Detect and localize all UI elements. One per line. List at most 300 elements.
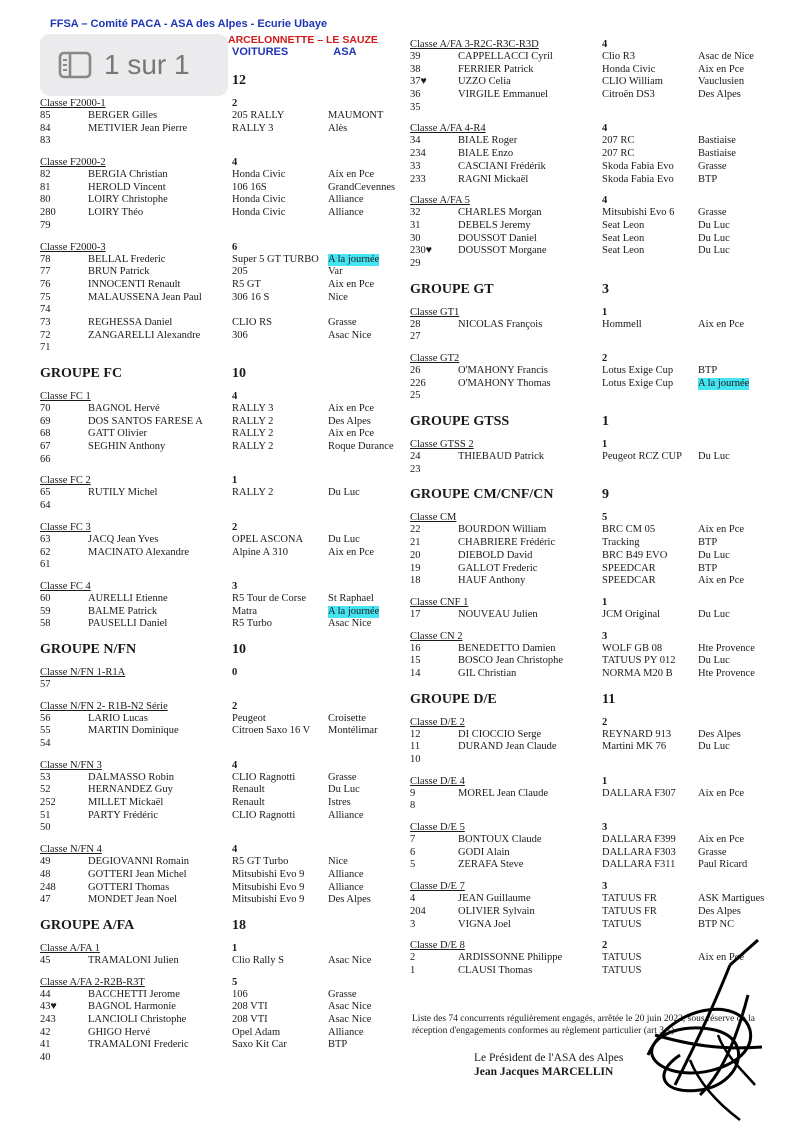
entry-number: 43♥ (40, 1001, 57, 1013)
groupe-name: GROUPE N/FN (40, 641, 137, 657)
entry-number: 49 (40, 856, 51, 868)
classe-count: 1 (602, 306, 608, 318)
entry-row (410, 919, 780, 932)
entry-number: 73 (40, 316, 51, 328)
entry-row (410, 643, 780, 656)
entry-row (40, 207, 400, 220)
entry-number: 36 (410, 89, 421, 101)
entry-number: 34 (410, 135, 421, 147)
entry-asa: St Raphael (328, 592, 374, 604)
entry-row (410, 258, 780, 271)
entry-driver: CASCIANI Frédérik (458, 160, 546, 172)
entry-asa: BTP (698, 365, 718, 376)
entry-row (40, 220, 400, 233)
entry-row (410, 233, 780, 246)
classe-heading (410, 821, 780, 834)
entry-number: 45 (40, 954, 51, 966)
entry-asa: Des Alpes (328, 415, 371, 427)
entry-row (40, 1052, 400, 1065)
entry-row (40, 856, 400, 869)
entry-row (40, 725, 400, 738)
entry-asa: Grasse (698, 160, 727, 172)
entry-number: 39 (410, 51, 421, 62)
entry-car: JCM Original (602, 608, 661, 620)
entry-driver: LOIRY Christophe (88, 194, 168, 206)
entry-asa: Asac Nice (328, 954, 372, 966)
entry-row (40, 679, 400, 692)
entry-car: Opel Adam (232, 1026, 281, 1038)
entry-driver: NOUVEAU Julien (458, 608, 538, 620)
entry-number: 68 (40, 428, 51, 440)
classe-name: Classe FC 1 (40, 391, 91, 402)
entry-number: 35 (410, 101, 421, 113)
entry-number: 252 (40, 797, 56, 809)
entry-asa: Des Alpes (698, 905, 741, 917)
entry-asa: Du Luc (698, 549, 730, 561)
entry-asa: Du Luc (698, 451, 730, 463)
entry-car: OPEL ASCONA (232, 533, 304, 545)
entry-row (40, 1027, 400, 1040)
entry-number: 50 (40, 822, 51, 834)
entry-asa: Aix en Pce (698, 787, 745, 799)
classe-count: 2 (232, 700, 238, 712)
entry-car: 306 16 S (232, 291, 270, 303)
entry-driver: OLIVIER Sylvain (458, 905, 535, 917)
entry-row (40, 784, 400, 797)
entry-driver: CHABRIERE Frédéric (458, 537, 556, 549)
entry-row (410, 220, 780, 233)
entry-row (410, 893, 780, 906)
entry-driver: GIL Christian (458, 667, 517, 679)
entry-row (40, 989, 400, 1002)
entry-driver: O'MAHONY Thomas (458, 377, 551, 389)
entry-row (40, 738, 400, 751)
entry-row (40, 416, 400, 429)
entry-asa: Alliance (328, 207, 364, 219)
entry-driver: BERGIA Christian (88, 169, 168, 181)
entry-asa: Hte Provence (698, 642, 755, 654)
entry-number: 40 (40, 1052, 51, 1063)
entry-car: 207 RC (602, 148, 635, 160)
entry-car: Saxo Kit Car (232, 1039, 287, 1051)
entry-car: WOLF GB 08 (602, 642, 663, 654)
entry-number: 51 (40, 809, 51, 821)
entry-asa: A la journée (698, 377, 750, 389)
entry-asa: Nice (328, 291, 348, 303)
entry-driver: DALMASSO Robin (88, 771, 175, 783)
entry-car: Mitsubishi Evo 9 (232, 868, 305, 880)
entry-number: 64 (40, 500, 51, 512)
entry-number: 6 (410, 846, 416, 858)
entry-car: R5 Tour de Corse (232, 592, 307, 604)
signature-title: Le Président de l'ASA des Alpes (474, 1052, 624, 1064)
entry-driver: GHIGO Hervé (88, 1026, 151, 1038)
entry-number: 61 (40, 559, 51, 571)
entry-number: 29 (410, 257, 421, 269)
entry-asa: Bastiaise (698, 148, 736, 160)
classe-heading (410, 38, 780, 51)
entry-asa: Asac de Nice (698, 51, 754, 62)
entry-asa: ASK Martigues (698, 893, 765, 905)
entry-row (40, 454, 400, 467)
entry-number: 15 (410, 655, 421, 667)
entry-asa: Roque Durance (328, 441, 394, 453)
left-column (40, 72, 400, 1065)
entry-asa: Asac Nice (328, 1013, 372, 1025)
entry-car: NORMA M20 B (602, 667, 673, 679)
entry-row (40, 559, 400, 572)
classe-count: 4 (602, 123, 608, 135)
entry-driver: MILLET Mickaël (88, 797, 164, 809)
classe-count: 0 (232, 666, 238, 678)
entry-driver: BALME Patrick (88, 605, 158, 617)
classe-heading (40, 390, 400, 403)
entry-row (40, 330, 400, 343)
entry-row (40, 487, 400, 500)
entry-row (40, 428, 400, 441)
entry-number: 280 (40, 207, 56, 219)
classe-name: Classe D/E 2 (410, 716, 465, 728)
entry-row (40, 135, 400, 148)
entry-car: SPEEDCAR (602, 562, 656, 574)
entry-number: 83 (40, 135, 51, 147)
entry-car: RALLY 3 (232, 122, 274, 134)
entry-row (410, 76, 780, 89)
groupe-name: GROUPE CM/CNF/CN (410, 487, 554, 503)
entry-driver: MONDET Jean Noel (88, 894, 178, 906)
entry-driver: REGHESSA Daniel (88, 316, 173, 328)
classe-name: Classe D/E 7 (410, 881, 465, 893)
entry-number: 77 (40, 266, 51, 278)
entry-row (410, 365, 780, 378)
entry-driver: RAGNI Mickaël (458, 173, 529, 185)
entry-row (40, 1001, 400, 1014)
entry-car: Honda Civic (232, 194, 286, 206)
entry-car: R5 Turbo (232, 618, 272, 630)
entry-driver: ZANGARELLI Alexandre (88, 329, 201, 341)
entry-number: 53 (40, 771, 51, 783)
entry-asa: Grasse (698, 846, 727, 858)
classe-heading (40, 156, 400, 169)
classe-count: 6 (232, 241, 238, 253)
entry-number: 8 (410, 800, 416, 812)
entry-asa: GrandCevennes (328, 181, 396, 193)
entry-number: 26 (410, 365, 421, 376)
entry-car: 205 (232, 266, 248, 278)
footer-note: Liste des 74 concurrents régulièrement engagés, arrêtée le 20 juin 2022, sous réserve de la réception d'engagements conformes au règlement particulier (art 3.1) (412, 1014, 755, 1036)
right-column (410, 30, 780, 978)
entry-number: 75 (40, 291, 51, 303)
entry-asa: Du Luc (698, 245, 730, 257)
entry-car: DALLARA F399 (602, 834, 676, 846)
entry-row (410, 319, 780, 332)
entry-row (40, 713, 400, 726)
classe-heading (40, 976, 400, 989)
groupe-count: 10 (232, 641, 246, 657)
entry-asa: Montélimar (328, 725, 378, 737)
entry-number: 70 (40, 403, 51, 414)
classe-heading (40, 580, 400, 593)
classe-count: 1 (602, 596, 608, 608)
entry-driver: LARIO Lucas (88, 712, 148, 724)
entry-asa: Alliance (328, 194, 364, 206)
entry-driver: INNOCENTI Renault (88, 278, 181, 290)
entry-car: Clio Rally S (232, 954, 284, 966)
entry-number: 16 (410, 642, 421, 654)
entry-number: 24 (410, 451, 421, 463)
entry-row (40, 441, 400, 454)
entry-row (410, 331, 780, 344)
entry-car: Peugeot RCZ CUP (602, 451, 682, 463)
classe-heading (40, 700, 400, 713)
entry-driver: GODI Alain (458, 846, 510, 858)
entry-row (410, 451, 780, 464)
classe-name: Classe GT2 (410, 353, 460, 364)
groupe-count: 1 (602, 414, 609, 430)
entry-number: 85 (40, 110, 51, 121)
classe-heading (410, 775, 780, 788)
entry-row (40, 123, 400, 136)
classe-count: 4 (232, 844, 238, 856)
entry-number: 28 (410, 318, 421, 330)
entry-number: 12 (410, 728, 421, 740)
classe-heading (410, 352, 780, 365)
entry-row (410, 102, 780, 115)
entry-driver: DEGIOVANNI Romain (88, 856, 190, 868)
entry-row (40, 169, 400, 182)
classe-count: 4 (232, 391, 238, 402)
entry-row (40, 955, 400, 968)
entry-number: 60 (40, 592, 51, 604)
entry-driver: ZERAFA Steve (458, 859, 524, 871)
entry-asa: A la journée (328, 605, 380, 617)
entry-asa: Grasse (328, 988, 357, 1000)
classe-count: 3 (602, 822, 608, 834)
classe-count: 3 (602, 881, 608, 893)
entry-asa: Aix en Pce (698, 524, 745, 536)
entry-driver: BOURDON William (458, 524, 547, 536)
col-asa: ASA (333, 46, 357, 58)
entry-driver: CAPPELLACCI Cyril (458, 51, 553, 62)
entry-car: Tracking (602, 537, 640, 549)
classe-count: 3 (602, 630, 608, 642)
classe-count: 5 (232, 976, 238, 988)
entry-car: Lotus Exige Cup (602, 377, 674, 389)
entry-car: Hommell (602, 318, 642, 330)
entry-number: 79 (40, 219, 51, 231)
entry-row (410, 834, 780, 847)
entry-number: 66 (40, 453, 51, 465)
groupe-heading (40, 641, 400, 658)
entry-driver: JEAN Guillaume (458, 893, 531, 905)
entry-car: 205 RALLY (232, 110, 285, 121)
groupe-heading (40, 365, 400, 382)
entry-asa: Aix en Pce (328, 278, 375, 290)
entry-driver: VIGNA Joel (458, 918, 511, 930)
entry-car: Honda Civic (232, 207, 286, 219)
entry-asa: Du Luc (698, 741, 730, 753)
entry-row (40, 593, 400, 606)
entry-number: 42 (40, 1026, 51, 1038)
entry-car: CLIO Ragnotti (232, 771, 296, 783)
entry-driver: BIALE Enzo (458, 148, 514, 160)
entry-car: RALLY 3 (232, 403, 274, 414)
classe-name: Classe D/E 4 (410, 775, 465, 787)
entry-row (410, 390, 780, 403)
entry-asa: Du Luc (328, 533, 360, 545)
classe-count: 2 (602, 716, 608, 728)
entry-driver: UZZO Celia (458, 76, 511, 88)
entry-car: TATUUS (602, 952, 642, 964)
entry-number: 67 (40, 441, 51, 453)
groupe-count: 12 (232, 73, 246, 88)
entry-driver: DOS SANTOS FARESE A (88, 415, 203, 427)
entry-driver: BOSCO Jean Christophe (458, 655, 563, 667)
entry-number: 58 (40, 618, 51, 630)
classe-count: 4 (602, 195, 608, 207)
entry-number: 69 (40, 415, 51, 427)
entry-driver: MOREL Jean Claude (458, 787, 549, 799)
entry-asa: Aix en Pce (698, 834, 745, 846)
entry-row (40, 894, 400, 907)
entry-car: DALLARA F307 (602, 787, 676, 799)
entry-row (410, 207, 780, 220)
entry-number: 62 (40, 546, 51, 558)
groupe-count: 10 (232, 366, 246, 381)
entry-car: Seat Leon (602, 219, 645, 231)
classe-heading (410, 630, 780, 643)
entry-number: 11 (410, 741, 421, 753)
entry-car: R5 GT Turbo (232, 856, 289, 868)
entry-number: 33 (410, 160, 421, 172)
entry-row (40, 182, 400, 195)
entry-row (40, 618, 400, 631)
classe-name: Classe F2000-3 (40, 241, 106, 253)
entry-driver: CHARLES Morgan (458, 207, 542, 219)
classe-heading (410, 122, 780, 135)
entry-number: 59 (40, 605, 51, 617)
entry-driver: DOUSSOT Morgane (458, 245, 547, 257)
classe-name: Classe N/FN 4 (40, 844, 102, 856)
classe-count: 1 (232, 475, 238, 487)
entry-car: Mitsubishi Evo 9 (232, 894, 305, 906)
entry-number: 72 (40, 329, 51, 341)
entry-driver: LOIRY Théo (88, 207, 144, 219)
entry-row (40, 342, 400, 355)
entry-driver: CLAUSI Thomas (458, 964, 533, 976)
classe-count: 2 (232, 98, 238, 109)
entry-asa: Aix en Pce (328, 428, 375, 440)
classe-heading (410, 194, 780, 207)
groupe-name: GROUPE D/E (410, 691, 497, 707)
classe-heading (40, 666, 400, 679)
entry-car: R5 GT (232, 278, 261, 290)
entry-asa: Istres (328, 797, 351, 809)
entry-asa: A la journée (328, 253, 380, 265)
classe-heading (40, 521, 400, 534)
entry-car: BRC CM 05 (602, 524, 656, 536)
entry-asa: Du Luc (698, 219, 730, 231)
entry-car: RALLY 2 (232, 487, 274, 499)
entry-number: 14 (410, 667, 421, 679)
classe-name: Classe FC 2 (40, 475, 91, 487)
entry-car: 208 VTI (232, 1013, 268, 1025)
entry-number: 4 (410, 893, 416, 905)
entry-number: 7 (410, 834, 416, 846)
entry-driver: BIALE Roger (458, 135, 518, 147)
entry-row (410, 563, 780, 576)
entry-car: Alpine A 310 (232, 546, 289, 558)
entry-driver: GOTTERI Jean Michel (88, 868, 187, 880)
entry-number: 20 (410, 549, 421, 561)
entry-car: Mitsubishi Evo 6 (602, 207, 675, 219)
entry-asa: Asac Nice (328, 1001, 372, 1013)
entry-row (40, 1039, 400, 1052)
entry-driver: LANCIOLI Christophe (88, 1013, 187, 1025)
entry-asa: Du Luc (328, 487, 360, 499)
entry-car: Clio R3 (602, 51, 635, 62)
entry-car: 106 16S (232, 181, 267, 193)
entry-row (410, 800, 780, 813)
entry-car: Citroen Saxo 16 V (232, 725, 311, 737)
groupe-count: 11 (602, 691, 616, 707)
groupe-name: GROUPE GTSS (410, 414, 510, 430)
entry-driver: MACINATO Alexandre (88, 546, 190, 558)
entry-asa: Grasse (328, 771, 357, 783)
entry-car: CLIO Ragnotti (232, 809, 296, 821)
entry-row (40, 797, 400, 810)
entry-row (40, 317, 400, 330)
entry-driver: FERRIER Patrick (458, 63, 534, 75)
classe-name: Classe FC 3 (40, 521, 91, 533)
entry-row (410, 754, 780, 767)
classe-heading (410, 880, 780, 893)
entry-asa: Nice (328, 856, 348, 868)
classe-name: Classe GT1 (410, 306, 460, 318)
classe-name: Classe GTSS 2 (410, 439, 474, 451)
entry-row (40, 547, 400, 560)
entry-row (410, 524, 780, 537)
entry-row (40, 869, 400, 882)
entry-car: Honda Civic (602, 63, 656, 75)
page-indicator[interactable] (40, 34, 228, 96)
entry-number: 3 (410, 918, 416, 930)
classe-count: 4 (602, 39, 608, 50)
classe-heading (40, 474, 400, 487)
entry-car: SPEEDCAR (602, 575, 656, 587)
entry-car: 306 (232, 329, 248, 341)
entry-driver: O'MAHONY Francis (458, 365, 548, 376)
entry-number: 30 (410, 232, 421, 244)
entry-asa: MAUMONT (328, 110, 384, 121)
entry-asa: Du Luc (698, 232, 730, 244)
entry-row (40, 194, 400, 207)
sidebar-icon (58, 51, 92, 79)
entry-driver: TRAMALONI Frederic (88, 1039, 189, 1051)
entry-driver: BACCHETTI Jerome (88, 988, 180, 1000)
entry-car: TATUUS (602, 918, 642, 930)
entry-number: 18 (410, 575, 421, 587)
classe-name: Classe F2000-1 (40, 98, 106, 109)
entry-number: 78 (40, 253, 51, 265)
entry-car: Honda Civic (232, 169, 286, 181)
signature-name: Jean Jacques MARCELLIN (474, 1066, 614, 1078)
entry-car: Lotus Exige Cup (602, 365, 674, 376)
classe-count: 2 (232, 521, 238, 533)
entry-row (410, 464, 780, 477)
entry-car: RALLY 2 (232, 428, 274, 440)
entry-asa: Croisette (328, 712, 366, 724)
